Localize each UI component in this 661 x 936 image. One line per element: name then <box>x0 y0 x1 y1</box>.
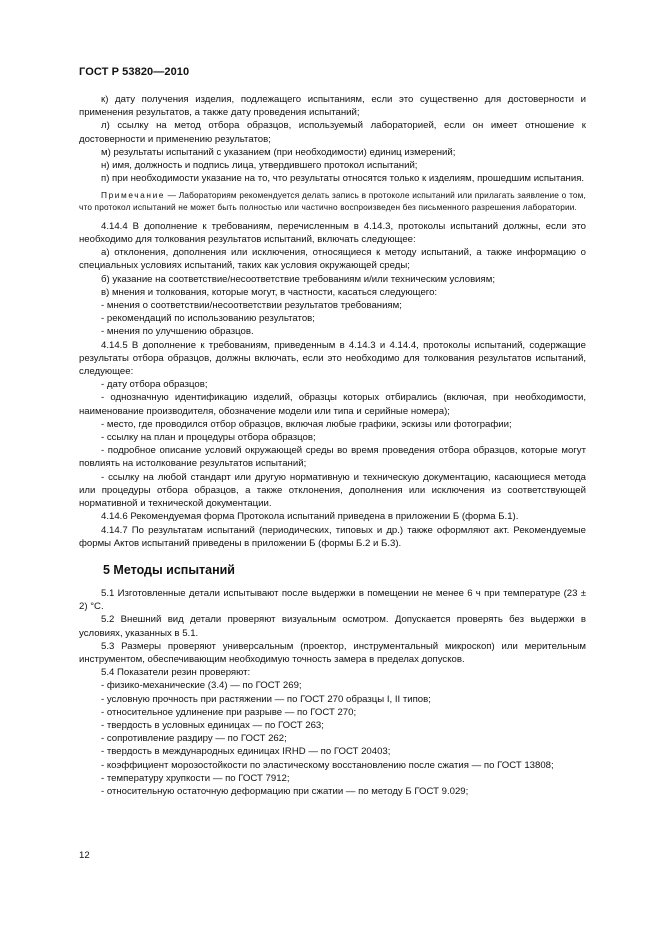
clause-4-14-4-dash-1: - мнения о соответствии/несоответствии результатов требованиям; <box>101 300 402 312</box>
clause-5-4-item-4: - твердость в условных единицах — по ГОСТ 263; <box>101 719 324 731</box>
clause-5-1: 5.1 Изготовленные детали испытывают после выдержки в помещении не менее 6 ч при температуре (23 ± 2) °С. <box>79 587 586 613</box>
clause-4-14-6: 4.14.6 Рекомендуемая форма Протокола испытаний приведена в приложении Б (форма Б.1). <box>101 511 519 523</box>
clause-4-14-4-dash-3: - мнения по улучшению образцов. <box>101 326 254 338</box>
list-item-p: п) при необходимости указание на то, что результаты относятся только к изделиям, прошедшим испытания. <box>101 173 585 185</box>
clause-4-14-7: 4.14.7 По результатам испытаний (периодических, типовых и др.) также оформляют акт. Рекомендуемые формы Актов испытаний приведены в приложении Б (формы Б.2 и Б.3). <box>79 524 586 549</box>
clause-4-14-4-b: б) указание на соответствие/несоответствие требованиям и/или техническим условиям; <box>101 273 495 285</box>
clause-4-14-4-a: а) отклонения, дополнения или исключения, относящиеся к методу испытаний, а также информацию о специальных условиях испытаний, таких как условия окружающей среды; <box>79 247 586 272</box>
list-item-n: н) имя, должность и подпись лица, утвердившего протокол испытаний; <box>101 160 418 172</box>
note-paragraph <box>79 190 586 212</box>
clause-5-3: 5.3 Размеры проверяют универсальным (проектор, инструментальный микроскоп) или мерительным инструментом, обеспечивающим необходимую точность замера в пределах допусков. <box>79 640 586 665</box>
note-text: — Лабораториям рекомендуется делать запись в протоколе испытаний или прилагать заявление о том, что протокол испытаний не может быть полностью или частично воспроизведен без письменного разрешения лаборатории. <box>79 190 586 212</box>
clause-4-14-5-dash-4: - ссылку на план и процедуры отбора образцов; <box>101 432 316 444</box>
clause-5-4-item-7: - коэффициент морозостойкости по эластическому восстановлению после сжатия — по ГОСТ 13808; <box>101 759 554 771</box>
clause-4-14-4-v: в) мнения и толкования, которые могут, в частности, касаться следующего: <box>101 286 438 298</box>
clause-4-14-5: 4.14.5 В дополнение к требованиям, приведенным в 4.14.3 и 4.14.4, протоколы испытаний, содержащие результаты отбора образцов, должны включать, если это необходимо для толкования результатов испытаний, следующее: <box>79 339 586 378</box>
list-item-m: м) результаты испытаний с указанием (при необходимости) единиц измерений; <box>101 146 456 158</box>
clause-5-4-item-9: - относительную остаточную деформацию при сжатии — по методу Б ГОСТ 9.029; <box>101 785 469 797</box>
list-item-l: л) ссылку на метод отбора образцов, используемый лабораторией, если он имеет отношение к достоверности и применению результатов; <box>79 120 586 145</box>
clause-5-4-item-6: - твердость в международных единицах IRHD — по ГОСТ 20403; <box>101 746 391 758</box>
clause-4-14-4-dash-2: - рекомендаций по использованию результатов; <box>101 313 315 325</box>
clause-5-4-item-2: - условную прочность при растяжении — по ГОСТ 270 образцы I, II типов; <box>101 693 431 705</box>
clause-5-4-item-5: - сопротивление раздиру — по ГОСТ 262; <box>101 733 287 745</box>
document-body <box>79 93 586 798</box>
clause-4-14-5-dash-2: - однозначную идентификацию изделий, образцы которых отбирались (включая, при необходимости, наименование производителя, обозначение модели или типа и серийные номера); <box>79 392 586 417</box>
clause-4-14-5-dash-6: - ссылку на любой стандарт или другую нормативную и техническую документацию, касающиеся метода или процедуры отбора образцов, а также отклонения, дополнения или исключения из соответствующей нормативной и технической документации. <box>79 471 586 510</box>
clause-5-2: 5.2 Внешний вид детали проверяют визуальным осмотром. Допускается проверять без выдержки в условиях, указанных в 5.1. <box>79 614 586 639</box>
clause-4-14-5-dash-3: - место, где проводился отбор образцов, включая любые графики, эскизы или фотографии; <box>101 418 512 430</box>
list-item-k: к) дату получения изделия, подлежащего испытаниям, если это существенно для достоверности и применения результатов, а также дату проведения испытаний; <box>79 94 586 119</box>
clause-4-14-4: 4.14.4 В дополнение к требованиям, перечисленным в 4.14.3, протоколы испытаний должны, если это необходимо для толкования результатов испытаний, включать следующее: <box>79 220 586 246</box>
page-number: 12 <box>79 850 90 861</box>
clause-5-4-item-8: - температуру хрупкости — по ГОСТ 7912; <box>101 772 290 784</box>
clause-5-4-item-3: - относительное удлинение при разрыве — по ГОСТ 270; <box>101 706 357 718</box>
clause-5-4-item-1: - физико-механические (3.4) — по ГОСТ 269; <box>101 680 302 692</box>
document-header: ГОСТ Р 53820—2010 <box>79 66 190 78</box>
clause-4-14-5-dash-1: - дату отбора образцов; <box>101 379 208 391</box>
note-label: Примечание <box>101 190 166 201</box>
section-5-heading: 5 Методы испытаний <box>103 562 235 577</box>
clause-4-14-5-dash-5: - подробное описание условий окружающей среды во время проведения отбора образцов, которые могут повлиять на истолкование результатов испытаний; <box>79 445 586 470</box>
clause-5-4: 5.4 Показатели резин проверяют: <box>101 667 251 679</box>
